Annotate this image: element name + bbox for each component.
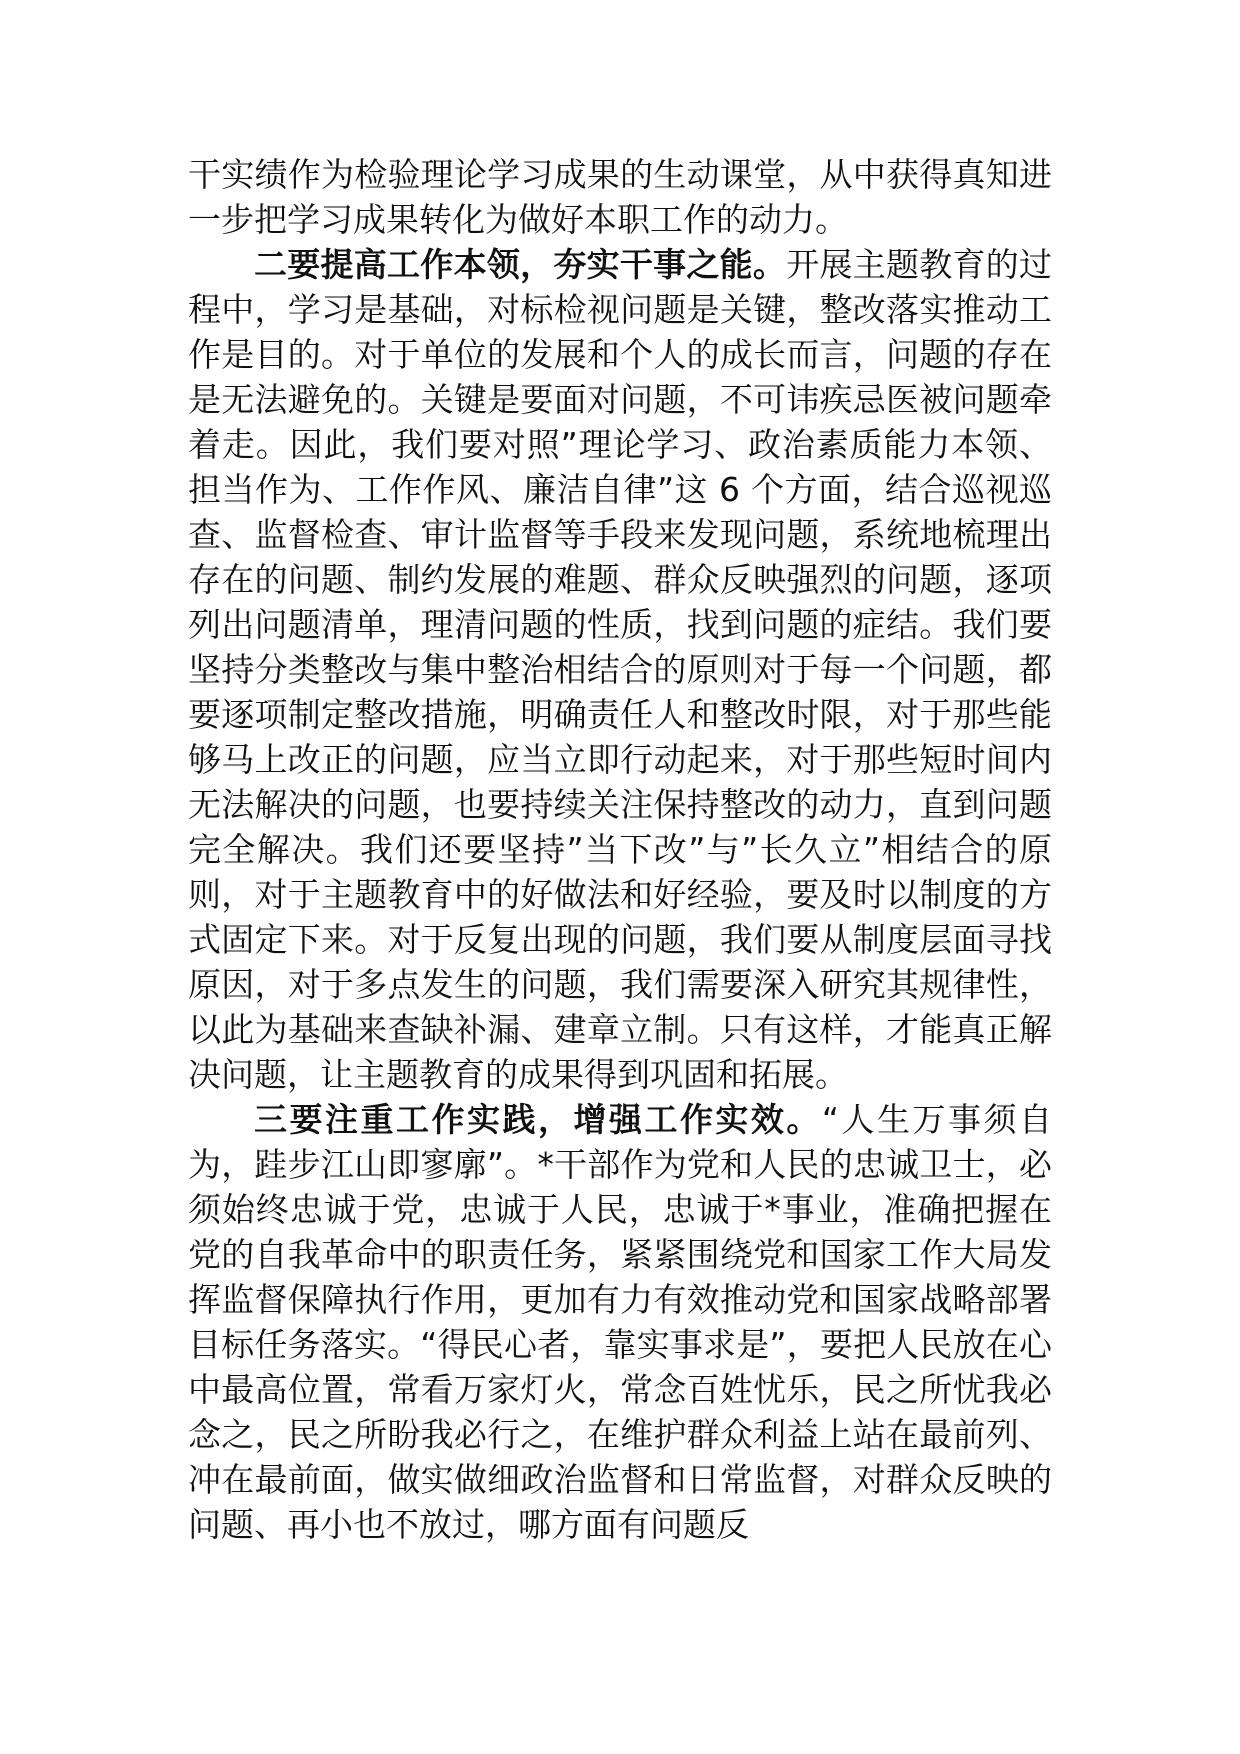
paragraph-continued: [188, 152, 1052, 242]
paragraph-text: “人生万事须自为，跬步江山即寥廓”。*干部作为党和人民的忠诚卫士，必须始终忠诚于党，忠诚于人民，忠诚于*事业，准确把握在党的自我革命中的职责任务，紧紧围绕党和国家工作大局发挥监督保障执行作用，更加有力有效推动党和国家战略部署目标任务落实。“得民心者，靠实事求是”，要把人民放在心中最高位置，常看万家灯火，常念百姓忧乐，民之所忧我必念之，民之所盼我必行之，在维护群众利益上站在最前列、冲在最前面，做实做细政治监督和日常监督，对群众反映的问题、再小也不放过，哪方面有问题反: [188, 1100, 1052, 1544]
paragraph-second-point: [188, 242, 1052, 1097]
document-body: [188, 152, 1052, 1547]
paragraph-text: 干实绩作为检验理论学习成果的生动课堂，从中获得真知进一步把学习成果转化为做好本职工作的动力。: [188, 155, 1052, 239]
paragraph-lead: 二要提高工作本领，夯实干事之能。: [254, 245, 787, 284]
paragraph-third-point: [188, 1097, 1052, 1547]
paragraph-lead: 三要注重工作实践，增强工作实效。: [254, 1100, 822, 1139]
paragraph-text: 开展主题教育的过程中，学习是基础，对标检视问题是关键，整改落实推动工作是目的。对于单位的发展和个人的成长而言，问题的存在是无法避免的。关键是要面对问题，不可讳疾忌医被问题牵着走。因此，我们要对照”理论学习、政治素质能力本领、担当作为、工作作风、廉洁自律”这 6 个方面，结合巡视巡查、监督检查、审计监督等手段来发现问题，系统地梳理出存在的问题、制约发展的难题、群众反映强烈的问题，逐项列出问题清单，理清问题的性质，找到问题的症结。我们要坚持分类整改与集中整治相结合的原则对于每一个问题，都要逐项制定整改措施，明确责任人和整改时限，对于那些能够马上改正的问题，应当立即行动起来，对于那些短时间内无法解决的问题，也要持续关注保持整改的动力，直到问题完全解决。我们还要坚持”当下改”与”长久立”相结合的原则，对于主题教育中的好做法和好经验，要及时以制度的方式固定下来。对于反复出现的问题，我们要从制度层面寻找原因，对于多点发生的问题，我们需要深入研究其规律性，以此为基础来查缺补漏、建章立制。只有这样，才能真正解决问题，让主题教育的成果得到巩固和拓展。: [188, 245, 1053, 1094]
